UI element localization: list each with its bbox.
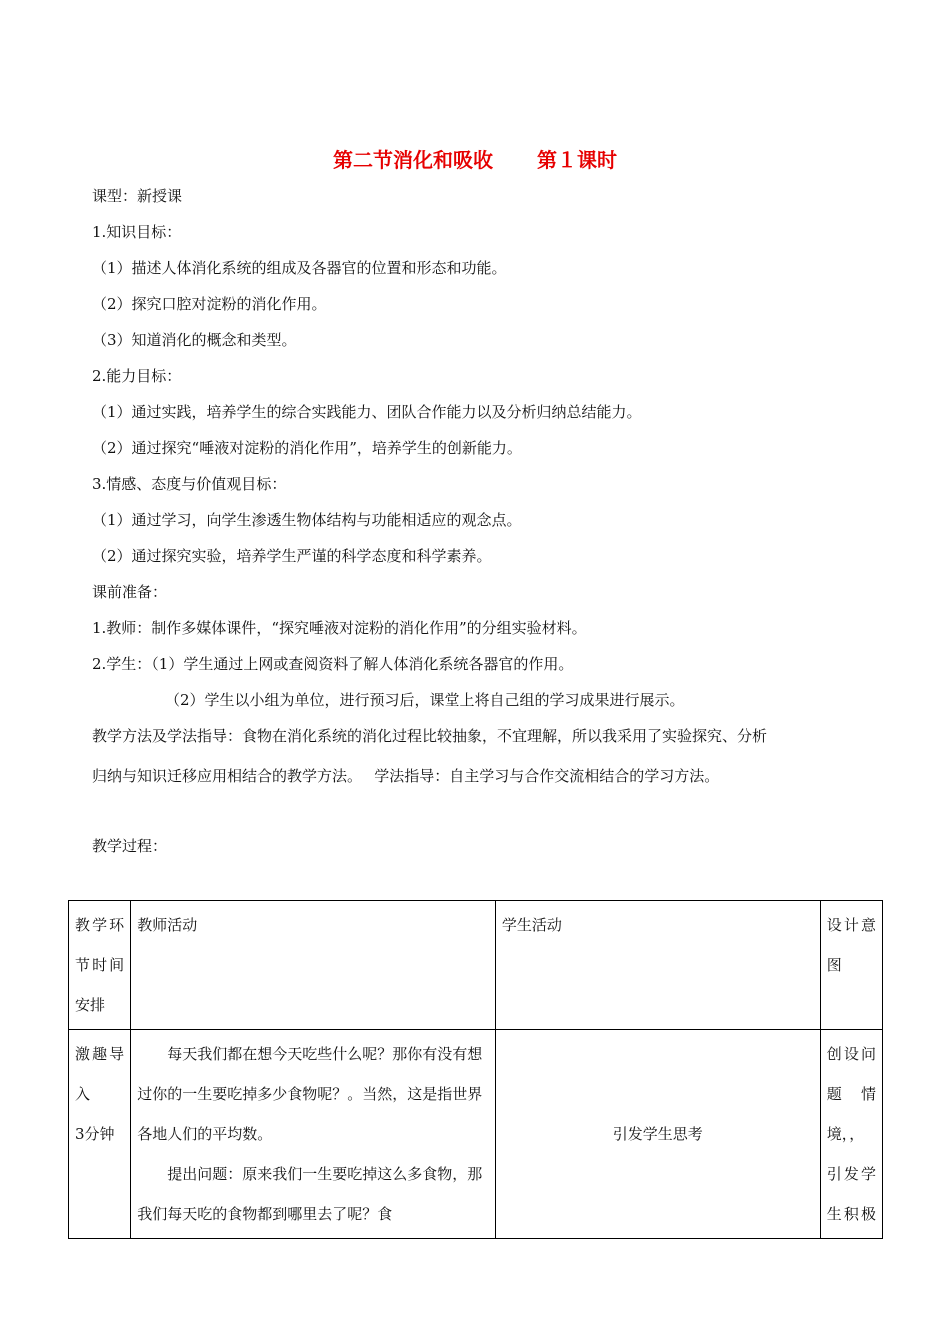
knowledge-goal-1: （1）描述人体消化系统的组成及各器官的位置和形态和功能。 [92, 259, 507, 277]
teaching-process-table [68, 900, 883, 1239]
row1-intent-line2: 题 情 [826, 1085, 876, 1103]
row1-stage-line3: 3分钟 [75, 1125, 115, 1143]
knowledge-goal-3: （3）知道消化的概念和类型。 [92, 331, 297, 349]
method-line-1: 教学方法及学法指导：食物在消化系统的消化过程比较抽象，不宜理解，所以我采用了实验探究、分析 [92, 727, 768, 745]
row1-stage-line2: 入 [75, 1085, 91, 1103]
header-stage-time [69, 901, 131, 1030]
row1-design-intent [820, 1030, 882, 1239]
title-part1: 第二节消化和吸收 [333, 148, 493, 172]
emotion-goal-2: （2）通过探究实验，培养学生严谨的科学态度和科学素养。 [92, 547, 492, 565]
row1-student-activity: 引发学生思考 [495, 1030, 820, 1239]
page-title [0, 147, 950, 173]
row1-intent-line4: 引发学 [826, 1165, 876, 1183]
ability-goal-2: （2）通过探究“唾液对淀粉的消化作用”，培养学生的创新能力。 [92, 439, 522, 457]
header-stage-line3: 安排 [75, 996, 106, 1014]
row1-teacher-para1: 每天我们都在想今天吃些什么呢？那你有没有想过你的一生要吃掉多少食物呢？。当然，这是指世界各地人们的平均数。 [137, 1045, 483, 1143]
row1-stage-line1: 激趣导 [75, 1045, 125, 1063]
ability-goal-1: （1）通过实践，培养学生的综合实践能力、团队合作能力以及分析归纳总结能力。 [92, 403, 642, 421]
row1-intent-line3: 境，， [826, 1125, 865, 1143]
row1-intent-line1: 创设问 [826, 1045, 876, 1063]
section-ability-goals: 2.能力目标： [92, 367, 182, 385]
header-student-activity: 学生活动 [495, 901, 820, 1030]
prep-student-2: （2）学生以小组为单位，进行预习后，课堂上将自己组的学习成果进行展示。 [165, 691, 685, 709]
knowledge-goal-2: （2）探究口腔对淀粉的消化作用。 [92, 295, 327, 313]
header-stage-line1: 教学环 [75, 916, 125, 934]
header-teacher-activity: 教师活动 [131, 901, 496, 1030]
course-type: 课型：新授课 [92, 187, 183, 205]
row1-intent-line5: 生积极 [826, 1205, 876, 1223]
row1-stage [69, 1030, 131, 1239]
header-stage-line2: 节时间 [75, 956, 125, 974]
table-row [69, 1030, 883, 1239]
header-intent-line1: 设计意 [826, 916, 876, 934]
title-part2: 第１课时 [537, 148, 617, 172]
prep-student-1: 2.学生：（1）学生通过上网或查阅资料了解人体消化系统各器官的作用。 [92, 655, 574, 673]
table-header-row [69, 901, 883, 1030]
row1-teacher-activity [131, 1030, 496, 1239]
header-design-intent [820, 901, 882, 1030]
method-line-2: 归纳与知识迁移应用相结合的教学方法。 学法指导：自主学习与合作交流相结合的学习方法。 [92, 767, 720, 785]
header-intent-line2: 图 [826, 956, 842, 974]
section-preparation: 课前准备： [92, 583, 168, 601]
section-knowledge-goals: 1.知识目标： [92, 223, 182, 241]
section-process: 教学过程： [92, 837, 168, 855]
section-emotion-goals: 3.情感、态度与价值观目标： [92, 475, 287, 493]
prep-teacher: 1.教师：制作多媒体课件，“探究唾液对淀粉的消化作用”的分组实验材料。 [92, 619, 587, 637]
emotion-goal-1: （1）通过学习，向学生渗透生物体结构与功能相适应的观念点。 [92, 511, 522, 529]
row1-teacher-para2: 提出问题：原来我们一生要吃掉这么多食物，那我们每天吃的食物都到哪里去了呢？食 [137, 1165, 483, 1223]
